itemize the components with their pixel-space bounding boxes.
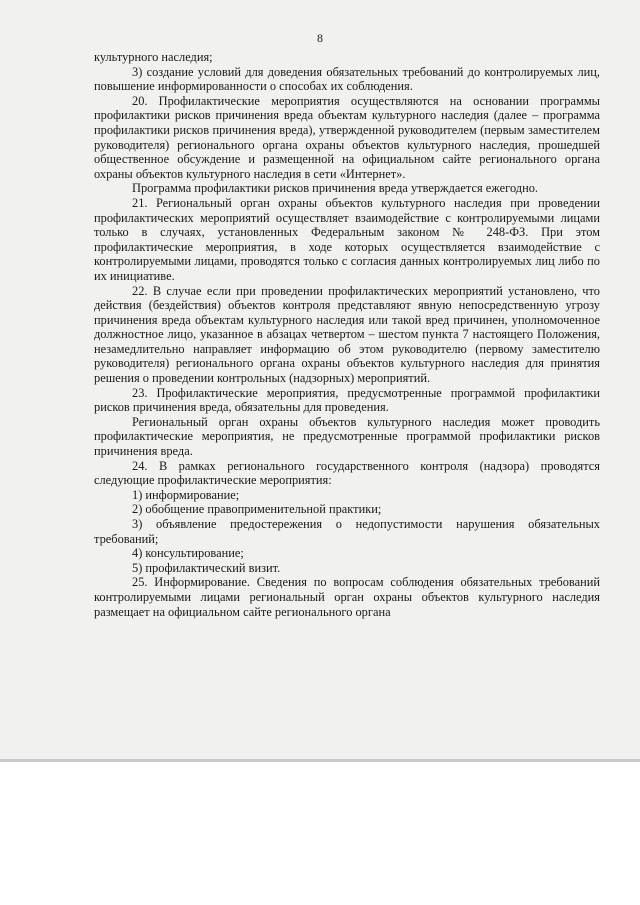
list-item-consulting: 4) консультирование; bbox=[132, 546, 244, 561]
page-number: 8 bbox=[317, 31, 323, 45]
paragraph-22: 22. В случае если при проведении профилактических мероприятий установлено, что действия (бездействия) объектов контроля представляют явную непосредственную угрозу причинения вреда объектам культурного наследия или такой вред причинен, уполномоченное должностное лицо, указанное в абзацах четвертом – шестом пункта 7 настоящего Положения, незамедлительно направляет информацию об этом руководителю (первому заместителю руководителя) регионального органа охраны объектов культурного наследия для принятия решения о проведении контрольных (надзорных) мероприятий. bbox=[94, 283, 600, 386]
paragraph-continuation: культурного наследия; bbox=[94, 50, 213, 64]
paragraph-24: 24. В рамках регионального государственного контроля (надзора) проводятся следующие профилактические мероприятия: bbox=[94, 458, 600, 488]
list-item-informing: 1) информирование; bbox=[132, 487, 240, 502]
paragraph-23-optional: Региональный орган охраны объектов культурного наследия может проводить профилактические мероприятия, не предусмотренные программой профилактики рисков причинения вреда. bbox=[94, 414, 600, 459]
paragraph-23: 23. Профилактические мероприятия, предусмотренные программой профилактики рисков причинения вреда, обязательны для проведения. bbox=[94, 385, 600, 415]
paragraph-25: 25. Информирование. Сведения по вопросам соблюдения обязательных требований контролируемыми лицами региональный орган охраны объектов культурного наследия размещает на официальном сайте регионального органа bbox=[94, 575, 600, 619]
list-item-visit: 5) профилактический визит. bbox=[132, 560, 281, 575]
list-item-practice: 2) обобщение правоприменительной практики; bbox=[132, 502, 382, 517]
paragraph-21: 21. Региональный орган охраны объектов культурного наследия при проведении профилактических мероприятий осуществляет взаимодействие с контролируемыми лицами только в случаях, установленных Федеральным законом № 248-ФЗ. При этом профилактические мероприятия, в ходе которых осуществляется взаимодействие с контролируемыми лицами, проводятся только с согласия данных контролируемых лиц либо по их инициативе. bbox=[94, 195, 600, 283]
paragraph-20-annual: Программа профилактики рисков причинения вреда утверждается ежегодно. bbox=[132, 181, 539, 196]
list-item-warning: 3) объявление предостережения о недопустимости нарушения обязательных требований; bbox=[94, 517, 600, 546]
list-item-3: 3) создание условий для доведения обязательных требований до контролируемых лиц, повышение информированности о способах их соблюдения. bbox=[94, 64, 600, 94]
document-body bbox=[94, 50, 600, 619]
paragraph-20: 20. Профилактические мероприятия осуществляются на основании программы профилактики рисков причинения вреда объектам культурного наследия (далее – программа профилактики рисков причинения вреда), утвержденной руководителем (первым заместителем руководителя) регионального органа охраны объектов культурного наследия, прошедшей общественное обсуждение и размещенной на официальном сайте регионального органа охраны объектов культурного наследия в сети «Интернет». bbox=[94, 93, 600, 181]
